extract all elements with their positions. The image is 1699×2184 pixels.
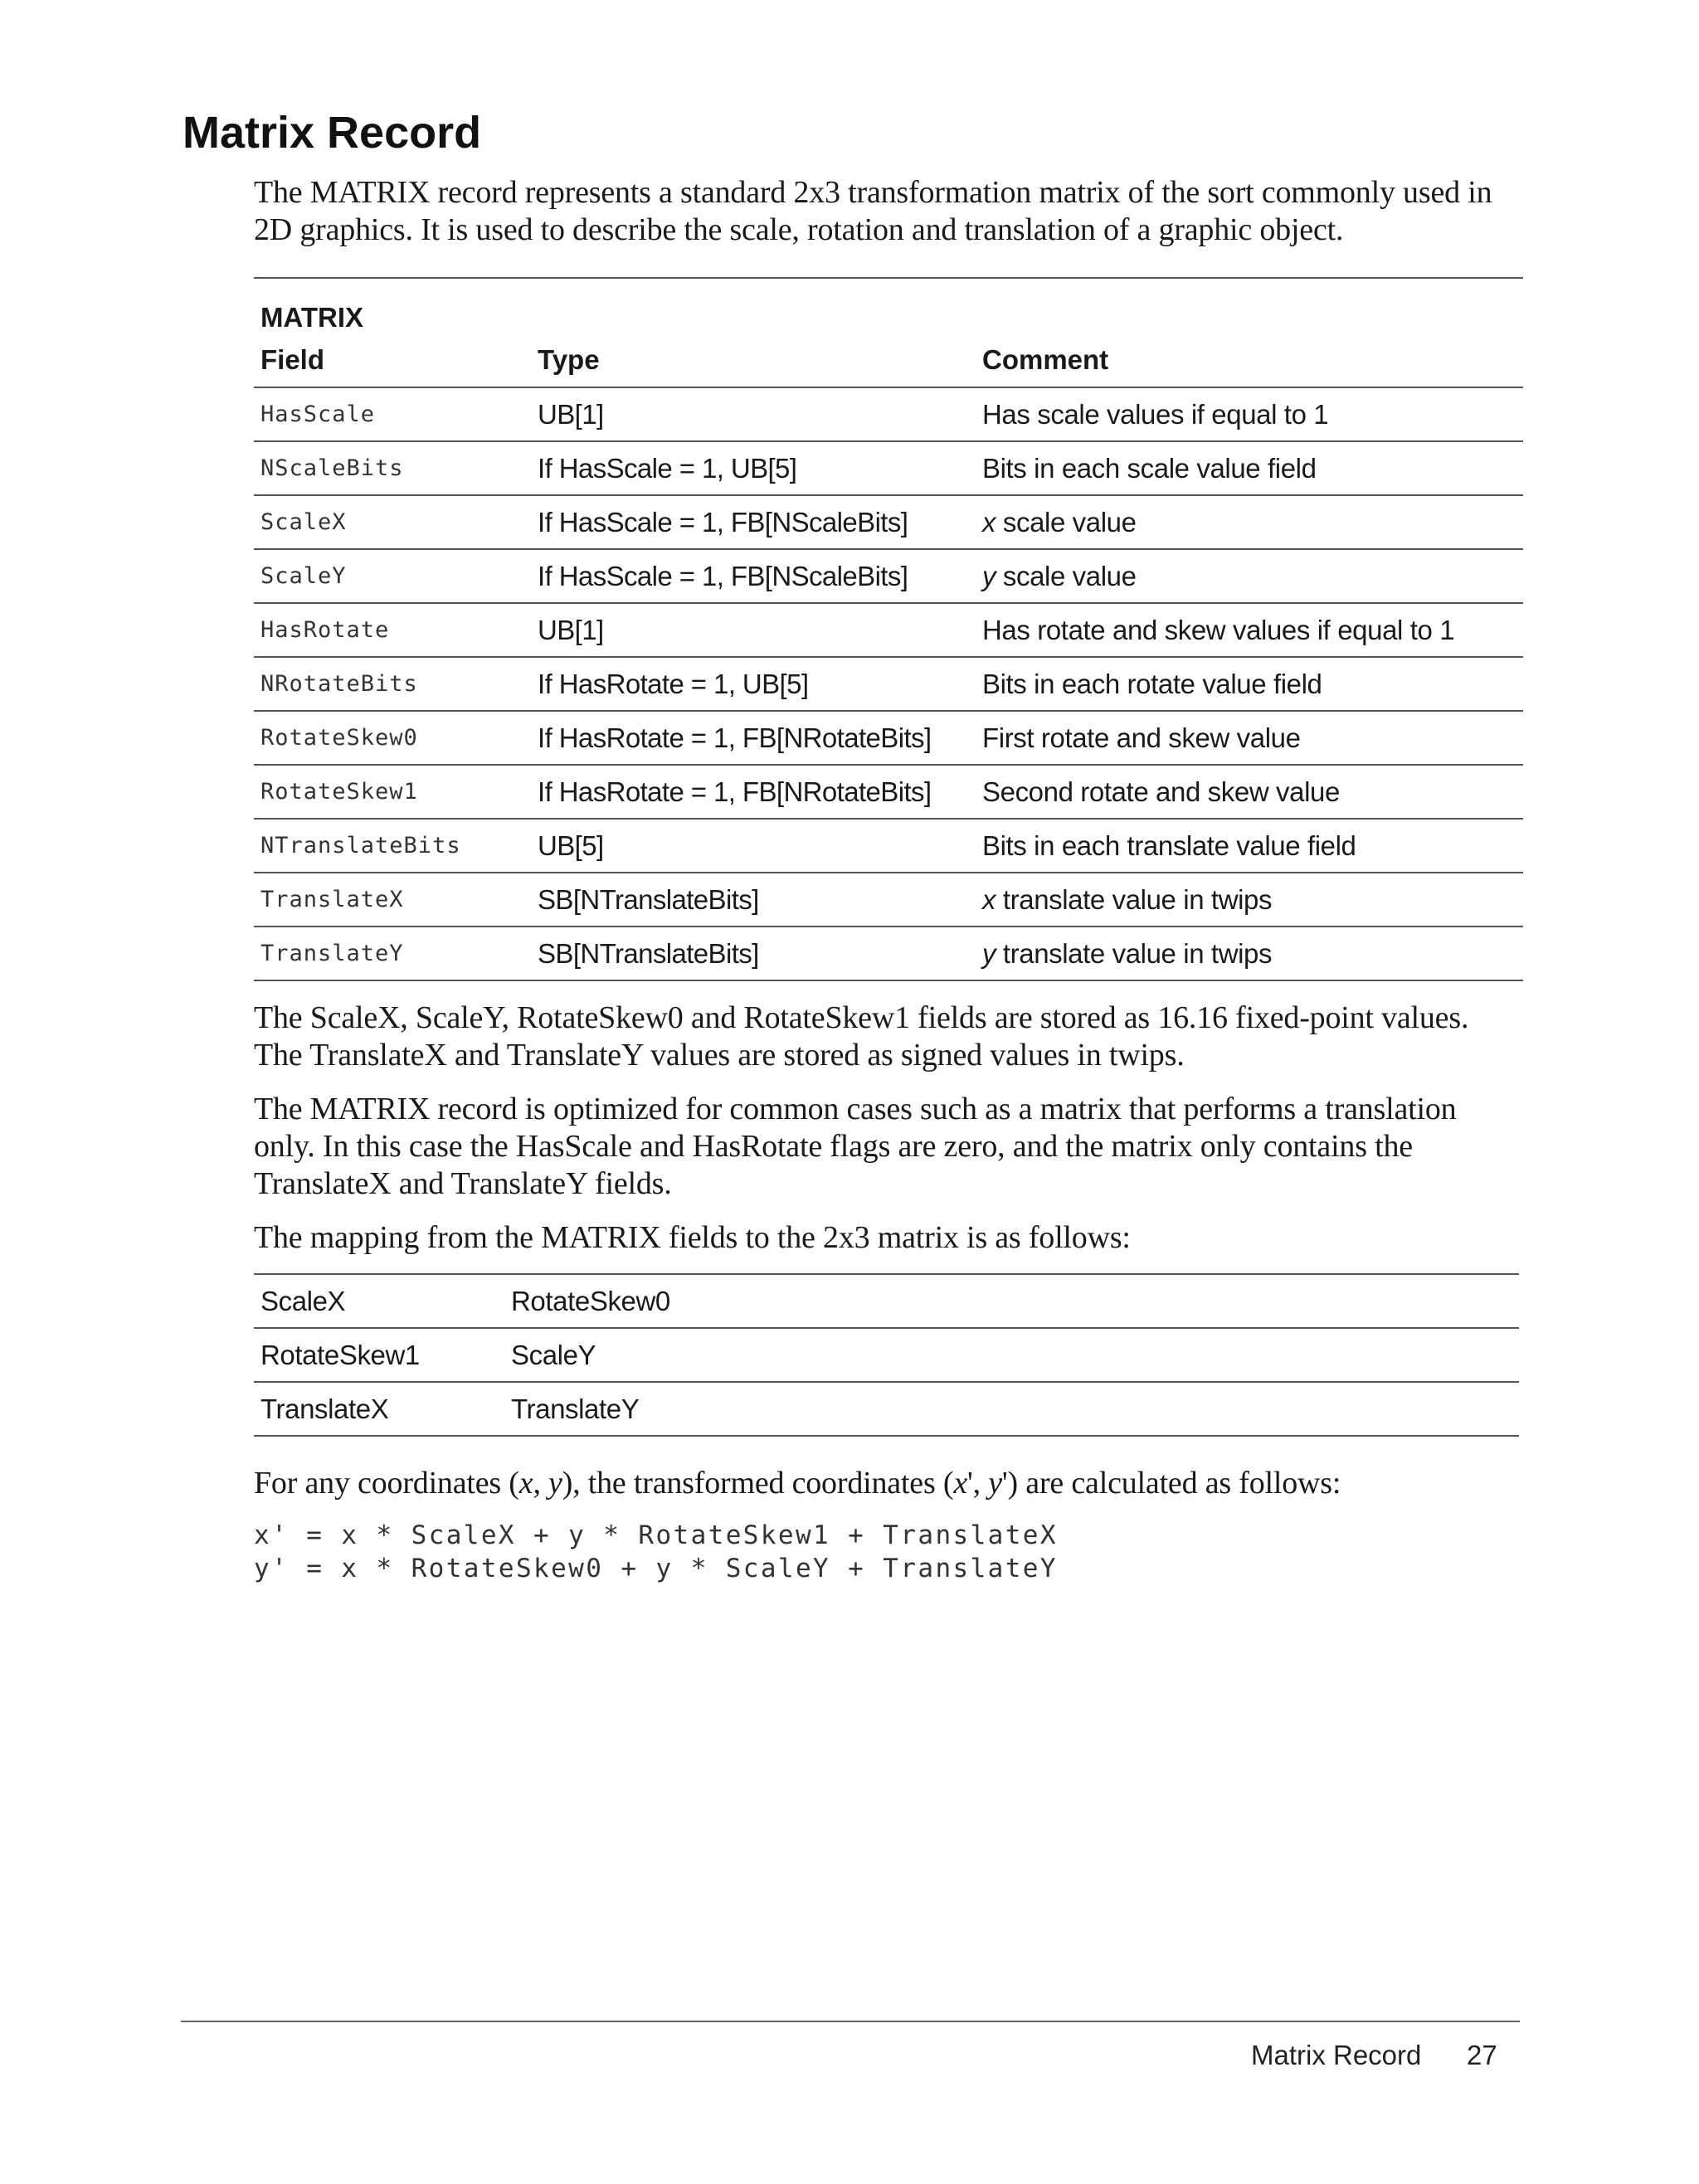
matrix-mapping-table — [254, 1273, 1519, 1437]
field-name: NTranslateBits — [254, 819, 531, 873]
coords-y-prime: y — [988, 1466, 1002, 1501]
field-type: If HasRotate = 1, FB[NRotateBits] — [531, 711, 976, 765]
field-name: RotateSkew1 — [254, 765, 531, 819]
comment-text: translate value in twips — [996, 883, 1273, 915]
field-name: RotateSkew0 — [254, 711, 531, 765]
table-row — [254, 657, 1523, 711]
coords-sep-1: , — [533, 1466, 549, 1501]
mapping-cell: RotateSkew0 — [504, 1274, 1519, 1328]
table-row — [254, 711, 1523, 765]
field-type: SB[NTranslateBits] — [531, 927, 976, 980]
mapping-row — [254, 1274, 1519, 1328]
field-type: If HasRotate = 1, UB[5] — [531, 657, 976, 711]
field-type: SB[NTranslateBits] — [531, 873, 976, 927]
comment-variable: x — [982, 506, 996, 537]
mapping-row — [254, 1328, 1519, 1382]
comment-text: scale value — [996, 506, 1137, 537]
table-row — [254, 549, 1523, 603]
field-type: If HasScale = 1, FB[NScaleBits] — [531, 549, 976, 603]
page-title: Matrix Record — [183, 108, 482, 158]
field-type: UB[1] — [531, 603, 976, 657]
field-comment: Bits in each scale value field — [976, 441, 1523, 495]
formula-x: x' = x * ScaleX + y * RotateSkew1 + TranslateX — [254, 1520, 1058, 1550]
optimized-paragraph: The MATRIX record is optimized for common cases such as a matrix that performs a translation only. In this case the HasScale and HasRotate flags are zero, and the matrix only contains the TranslateX and TranslateY fields. — [254, 1092, 1457, 1201]
table-row — [254, 603, 1523, 657]
table-row — [254, 387, 1523, 441]
mapping-row — [254, 1382, 1519, 1436]
table-row — [254, 873, 1523, 927]
coords-sep-2: ', — [966, 1466, 989, 1501]
comment-variable: y — [982, 560, 996, 591]
mapping-cell: TranslateY — [504, 1382, 1519, 1436]
field-name: TranslateX — [254, 873, 531, 927]
formula-block — [254, 1519, 1523, 1585]
header-field: Field — [254, 333, 531, 387]
field-name: ScaleX — [254, 495, 531, 549]
field-name: ScaleY — [254, 549, 531, 603]
coords-x-prime: x — [953, 1466, 967, 1501]
field-name: NScaleBits — [254, 441, 531, 495]
field-comment: Second rotate and skew value — [976, 765, 1523, 819]
comment-text: translate value in twips — [996, 937, 1273, 969]
header-type: Type — [531, 333, 976, 387]
mapping-cell: RotateSkew1 — [254, 1328, 504, 1382]
table-row — [254, 441, 1523, 495]
coords-x: x — [518, 1466, 533, 1501]
matrix-struct-table — [254, 277, 1523, 981]
comment-text: scale value — [996, 560, 1137, 591]
footer-title: Matrix Record — [1251, 2040, 1422, 2070]
comment-variable: x — [982, 883, 996, 915]
comment-variable: y — [982, 937, 996, 969]
coords-text-1: For any coordinates ( — [254, 1466, 519, 1501]
table-row — [254, 495, 1523, 549]
field-comment: Bits in each translate value field — [976, 819, 1523, 873]
field-type: UB[1] — [531, 387, 976, 441]
field-comment — [976, 549, 1523, 603]
footer-divider — [181, 2021, 1520, 2022]
field-comment: First rotate and skew value — [976, 711, 1523, 765]
field-comment: Has scale values if equal to 1 — [976, 387, 1523, 441]
table-row — [254, 819, 1523, 873]
field-name: HasScale — [254, 387, 531, 441]
coords-y: y — [548, 1466, 562, 1501]
fixed-point-paragraph: The ScaleX, ScaleY, RotateSkew0 and RotateSkew1 fields are stored as 16.16 fixed-point values. The TranslateX and TranslateY values are stored as signed values in twips. — [254, 1000, 1469, 1073]
table-row — [254, 765, 1523, 819]
field-comment: Has rotate and skew values if equal to 1 — [976, 603, 1523, 657]
table-row — [254, 927, 1523, 980]
field-name: TranslateY — [254, 927, 531, 980]
mapping-intro-paragraph: The mapping from the MATRIX fields to the 2x3 matrix is as follows: — [254, 1220, 1131, 1255]
coordinates-paragraph — [254, 1465, 1523, 1502]
coords-text-2: ), the transformed coordinates ( — [562, 1466, 954, 1501]
mapping-cell: ScaleY — [504, 1328, 1519, 1382]
header-comment: Comment — [976, 333, 1523, 387]
mapping-cell: ScaleX — [254, 1274, 504, 1328]
page-number: 27 — [1467, 2040, 1497, 2070]
struct-name: MATRIX — [254, 278, 1523, 333]
struct-name-row — [254, 278, 1523, 333]
field-comment — [976, 927, 1523, 980]
field-type: If HasRotate = 1, FB[NRotateBits] — [531, 765, 976, 819]
formula-y: y' = x * RotateSkew0 + y * ScaleY + TranslateY — [254, 1554, 1058, 1583]
field-type: UB[5] — [531, 819, 976, 873]
coords-text-3: ') are calculated as follows: — [1001, 1466, 1341, 1501]
field-comment — [976, 495, 1523, 549]
field-comment: Bits in each rotate value field — [976, 657, 1523, 711]
field-type: If HasScale = 1, UB[5] — [531, 441, 976, 495]
table-header-row — [254, 333, 1523, 387]
field-type: If HasScale = 1, FB[NScaleBits] — [531, 495, 976, 549]
field-name: HasRotate — [254, 603, 531, 657]
intro-paragraph: The MATRIX record represents a standard 2x3 transformation matrix of the sort commonly used in 2D graphics. It is used to describe the scale, rotation and translation of a graphic object. — [254, 175, 1492, 247]
page-content — [254, 174, 1523, 1585]
field-comment — [976, 873, 1523, 927]
field-name: NRotateBits — [254, 657, 531, 711]
mapping-cell: TranslateX — [254, 1382, 504, 1436]
